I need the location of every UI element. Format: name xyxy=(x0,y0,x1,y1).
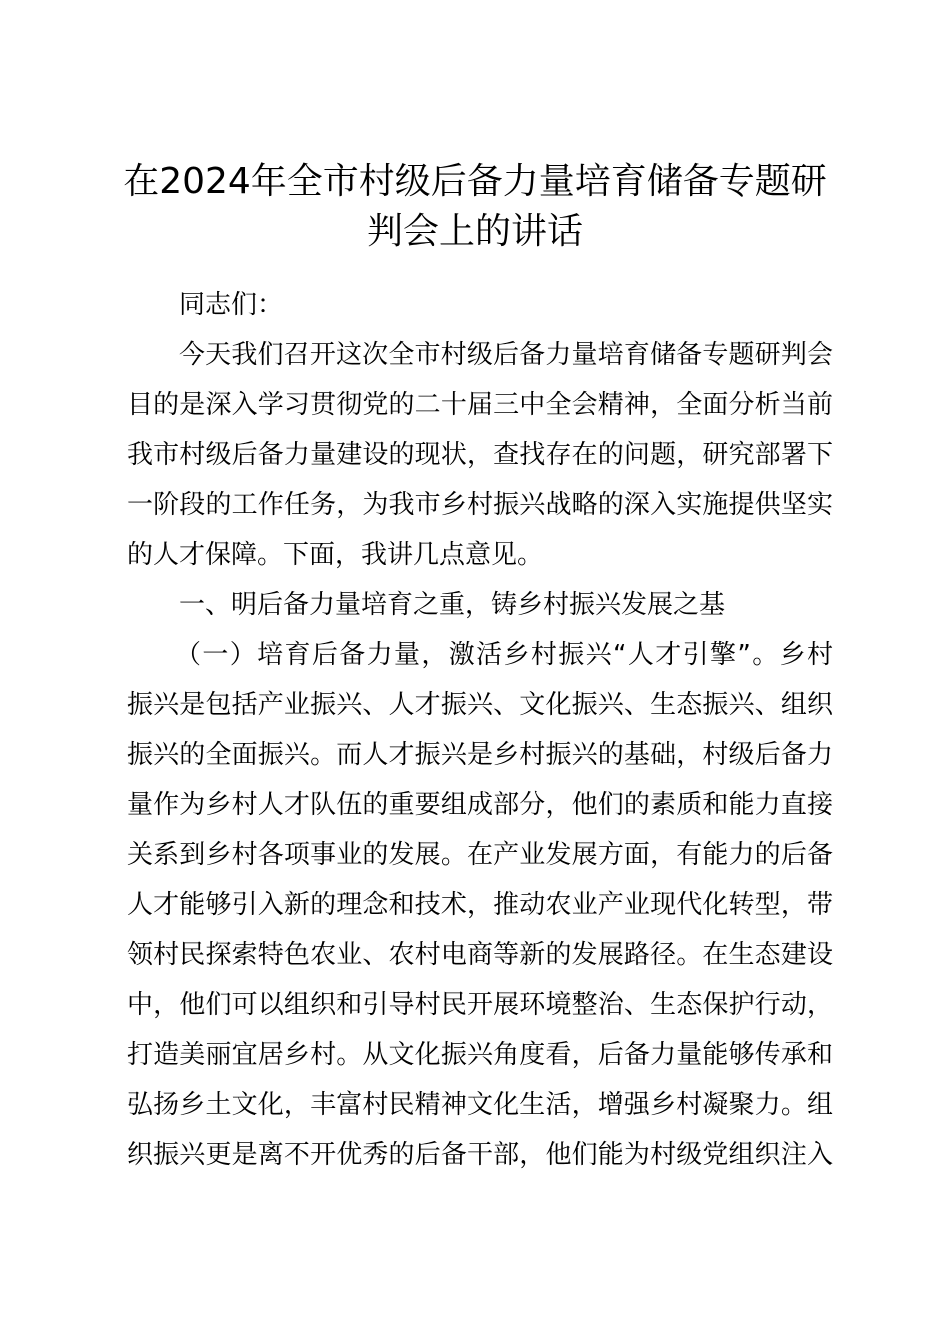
document-title-line-2: 判会上的讲话 xyxy=(366,211,583,252)
subsection-line: 振兴的全面振兴。而人才振兴是乡村振兴的基础，村级后备力 xyxy=(127,740,833,770)
intro-line: 的人才保障。下面，我讲几点意见。 xyxy=(127,540,544,570)
subsection-line: （一）培育后备力量，激活乡村振兴“人才引擎”。乡村 xyxy=(175,640,833,670)
subsection-line: 领村民探索特色农业、农村电商等新的发展路径。在生态建设 xyxy=(127,940,833,970)
subsection-line: 人才能够引入新的理念和技术，推动农业产业现代化转型，带 xyxy=(127,890,833,920)
document-title-line-1: 在2024年全市村级后备力量培育储备专题研 xyxy=(123,161,827,202)
section-heading: 一、明后备力量培育之重，铸乡村振兴发展之基 xyxy=(179,590,726,620)
subsection-line: 振兴是包括产业振兴、人才振兴、文化振兴、生态振兴、组织 xyxy=(127,690,833,720)
salutation: 同志们： xyxy=(179,290,284,320)
subsection-line: 量作为乡村人才队伍的重要组成部分，他们的素质和能力直接 xyxy=(127,790,833,820)
subsection-line: 关系到乡村各项事业的发展。在产业发展方面，有能力的后备 xyxy=(127,840,833,870)
subsection-line: 中，他们可以组织和引导村民开展环境整治、生态保护行动， xyxy=(127,990,833,1020)
intro-line: 今天我们召开这次全市村级后备力量培育储备专题研判会 xyxy=(179,340,833,370)
subsection-line: 弘扬乡土文化，丰富村民精神文化生活，增强乡村凝聚力。组 xyxy=(127,1090,833,1120)
subsection-line: 打造美丽宜居乡村。从文化振兴角度看，后备力量能够传承和 xyxy=(127,1040,833,1070)
intro-line: 目的是深入学习贯彻党的二十届三中全会精神，全面分析当前 xyxy=(127,390,833,420)
intro-line: 一阶段的工作任务，为我市乡村振兴战略的深入实施提供坚实 xyxy=(127,490,833,520)
intro-line: 我市村级后备力量建设的现状，查找存在的问题，研究部署下 xyxy=(127,440,833,470)
subsection-line: 织振兴更是离不开优秀的后备干部，他们能为村级党组织注入 xyxy=(127,1140,833,1170)
